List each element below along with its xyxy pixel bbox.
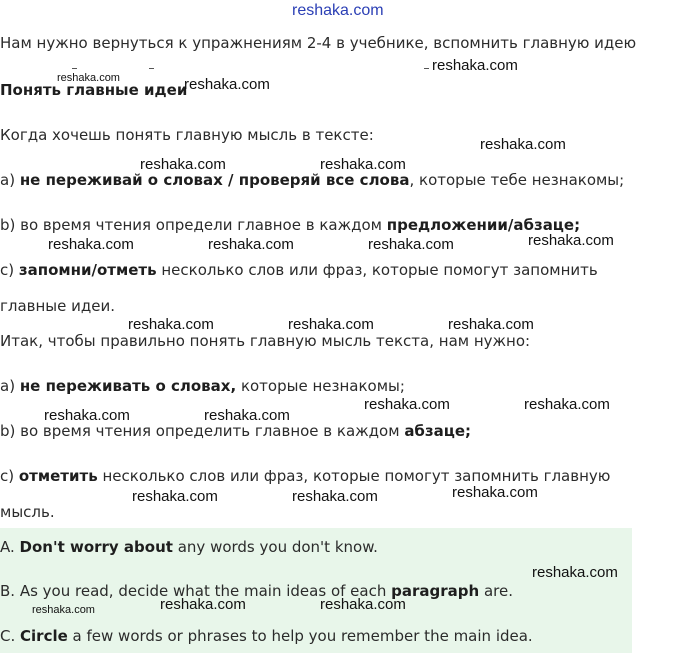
answer-a: a) не переживать о словах, которые незнакомы; — [0, 377, 405, 395]
watermark: reshaka.com — [368, 236, 454, 253]
watermark: reshaka.com — [480, 136, 566, 153]
watermark: reshaka.com — [320, 156, 406, 173]
watermark: reshaka.com — [524, 396, 610, 413]
answer-b: b) во время чтения определить главное в каждом абзаце; — [0, 422, 472, 440]
watermark: reshaka.com — [452, 484, 538, 501]
watermark: reshaka.com — [132, 488, 218, 505]
tip-c-continued: главные идеи. — [0, 297, 116, 315]
answer-c-continued: мысль. — [0, 503, 55, 521]
watermark: reshaka.com — [44, 407, 130, 424]
watermark: reshaka.com — [32, 604, 95, 616]
watermark: reshaka.com — [448, 316, 534, 333]
english-a: A. Don't worry about any words you don't know. — [0, 538, 378, 556]
lead-text: Когда хочешь понять главную мысль в тексте: — [0, 126, 374, 144]
watermark: reshaka.com — [292, 488, 378, 505]
watermark: reshaka.com — [160, 596, 246, 613]
tip-b: b) во время чтения определи главное в каждом предложении/абзаце; — [0, 216, 581, 234]
watermark: reshaka.com — [532, 564, 618, 581]
watermark: reshaka.com — [528, 232, 614, 249]
watermark: reshaka.com — [128, 316, 214, 333]
watermark: reshaka.com — [208, 236, 294, 253]
watermark: reshaka.com — [204, 407, 290, 424]
watermark: reshaka.com — [364, 396, 450, 413]
watermark: reshaka.com — [320, 596, 406, 613]
dash-mark — [72, 68, 77, 69]
intro-text: Нам нужно вернуться к упражнениям 2-4 в учебнике, вспомнить главную идею — [0, 34, 637, 52]
section-heading: Понять главные идеи — [0, 81, 188, 99]
watermark: reshaka.com — [432, 57, 518, 74]
watermark: reshaka.com — [48, 236, 134, 253]
tip-a: a) не переживай о словах / проверяй все слова, которые тебе незнакомы; — [0, 171, 625, 189]
tip-c: c) запомни/отметь несколько слов или фраз, которые помогут запомнить — [0, 261, 598, 279]
answer-c: c) отметить несколько слов или фраз, которые помогут запомнить главную — [0, 467, 611, 485]
watermark: reshaka.com — [140, 156, 226, 173]
watermark: reshaka.com — [288, 316, 374, 333]
site-watermark-header[interactable]: reshaka.com — [292, 2, 384, 19]
english-c: C. Circle a few words or phrases to help you remember the main idea. — [0, 627, 533, 645]
watermark: reshaka.com — [57, 72, 120, 84]
dash-mark — [424, 68, 429, 69]
english-b: B. As you read, decide what the main ideas of each paragraph are. — [0, 582, 513, 600]
watermark: reshaka.com — [184, 76, 270, 93]
summary-lead: Итак, чтобы правильно понять главную мысль текста, нам нужно: — [0, 332, 531, 350]
dash-mark — [149, 68, 154, 69]
